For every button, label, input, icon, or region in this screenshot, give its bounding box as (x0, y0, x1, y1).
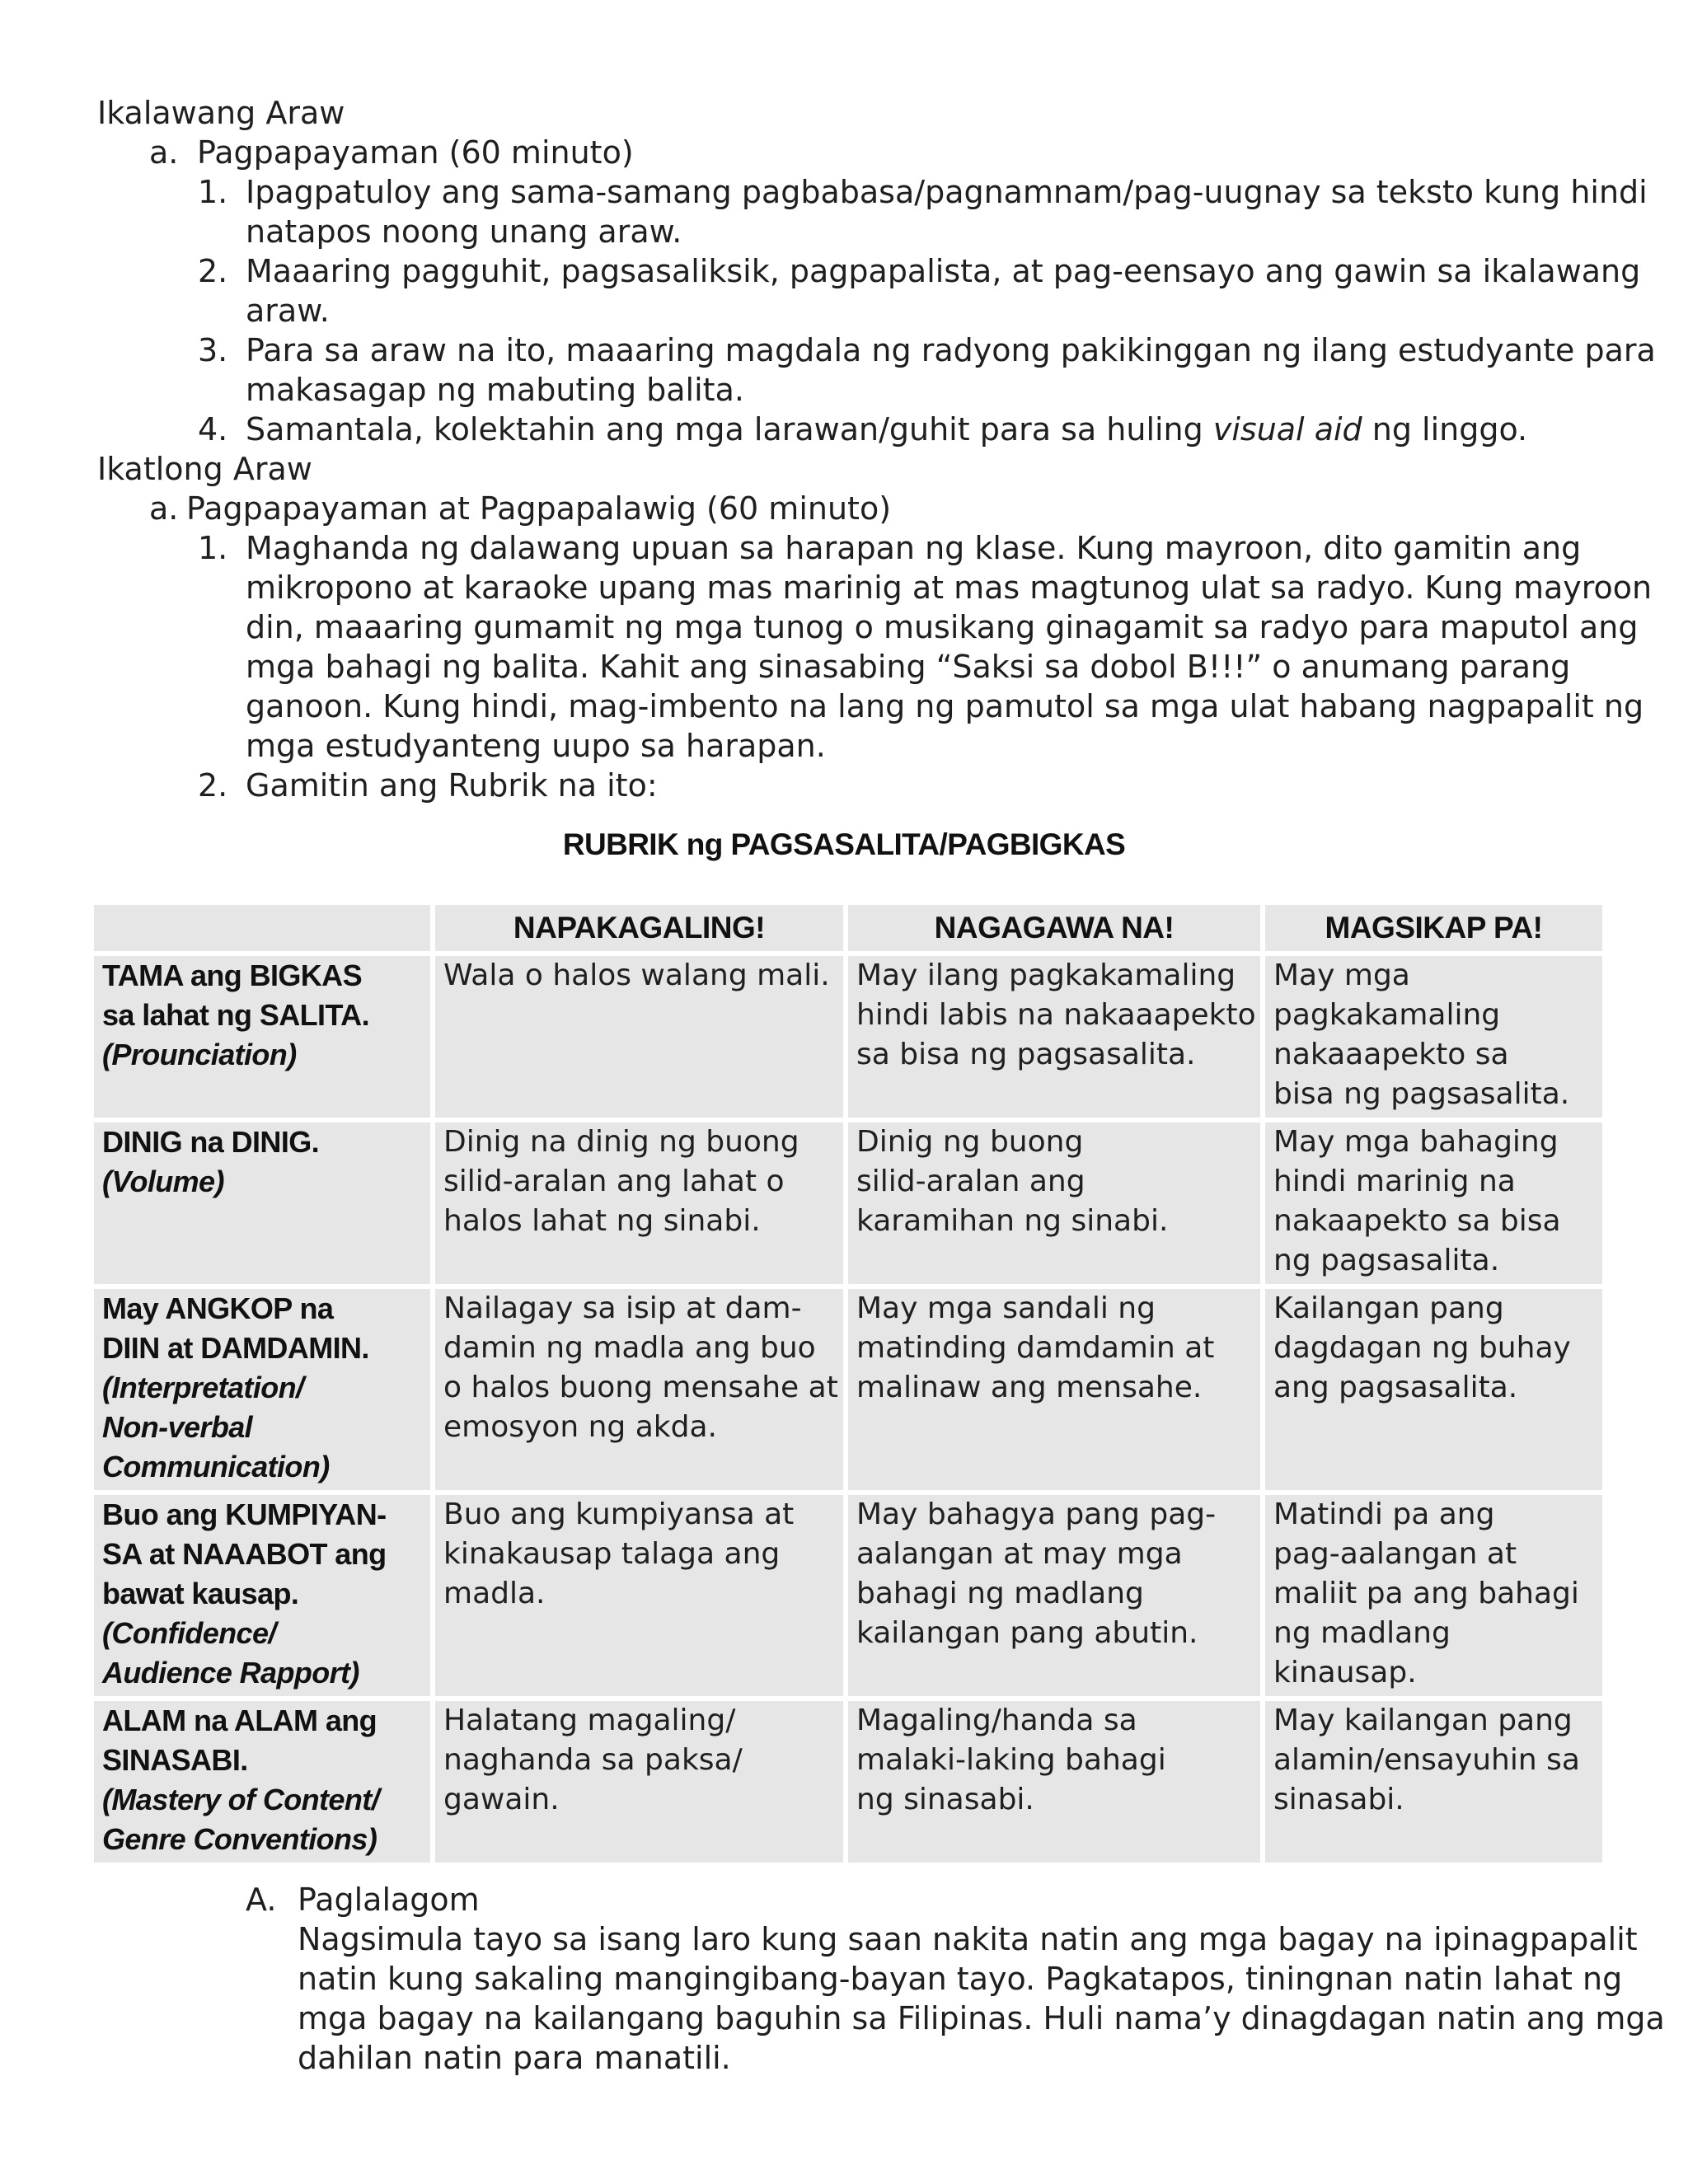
day2-item-4-number: 4. (198, 411, 228, 448)
cell-line: Magaling/handa sa (856, 1704, 1137, 1737)
rubric-criteria (91, 1493, 433, 1699)
rubric-cell-magsikap-pa (1263, 954, 1605, 1120)
cell-line: silid-aralan ang (856, 1165, 1085, 1198)
day2-item-2-number: 2. (198, 253, 228, 289)
cell-line: hindi marinig na (1273, 1165, 1516, 1198)
cell-line: Dinig na dinig ng buong (443, 1125, 799, 1159)
day2-item-2-line: Maaaring pagguhit, pagsasaliksik, pagpapalista, at pag-eensayo ang gawin sa ikalawang (246, 253, 1641, 289)
rubric-cell-napakagaling (433, 1699, 846, 1865)
rubric-cell-napakagaling (433, 1120, 846, 1286)
cell-line: kinausap. (1273, 1656, 1417, 1690)
day3-item-1-line: mga estudyanteng uupo sa harapan. (246, 728, 826, 764)
rubric-cell-nagagawa-na (846, 954, 1263, 1120)
rubric-criteria (91, 954, 433, 1120)
cell-line: hindi labis na nakaaapekto (856, 998, 1256, 1032)
rubric-row (91, 1493, 1605, 1699)
cell-line: maliit pa ang bahagi (1273, 1577, 1579, 1610)
criteria-line: ALAM na ALAM ang (102, 1704, 377, 1737)
cell-line: nakaaapekto sa (1273, 1038, 1509, 1071)
rubric-title: RUBRIK ng PAGSASALITA/PAGBIGKAS (562, 827, 1126, 861)
rubric-criteria (91, 1286, 433, 1493)
cell-line: Halatang magaling/ (443, 1704, 736, 1737)
rubric-cell-napakagaling (433, 954, 846, 1120)
criteria-english: (Mastery of Content/ (102, 1783, 380, 1816)
day2-item-3-line: makasagap ng mabuting balita. (246, 372, 744, 408)
rubric-header-magsikap-pa: MAGSIKAP PA! (1263, 902, 1605, 954)
cell-line: pag-aalangan at (1273, 1537, 1517, 1571)
day2-heading: Ikalawang Araw (97, 95, 345, 131)
cell-line: kailangan pang abutin. (856, 1616, 1198, 1650)
criteria-line: DINIG na DINIG. (102, 1125, 320, 1159)
day3-section-letter: a. (149, 490, 179, 527)
day2-item-1-line: natapos noong unang araw. (246, 213, 682, 250)
criteria-english: (Volume) (102, 1165, 224, 1198)
summary-title: Paglalagom (298, 1882, 480, 1918)
rubric-criteria (91, 1699, 433, 1865)
cell-line: Matindi pa ang (1273, 1497, 1495, 1531)
day2-item-1-number: 1. (198, 174, 228, 210)
rubric-criteria (91, 1120, 433, 1286)
cell-line: sinasabi. (1273, 1783, 1404, 1816)
rubric-table (89, 900, 1607, 1868)
day3-item-1-line: Maghanda ng dalawang upuan sa harapan ng klase. Kung mayroon, dito gamitin ang (246, 530, 1582, 566)
cell-line: Buo ang kumpiyansa at (443, 1497, 795, 1531)
cell-line: May mga bahaging (1273, 1125, 1559, 1159)
day2-item-4-emphasis: visual aid (1212, 411, 1362, 448)
day3-item-2-number: 2. (198, 767, 228, 804)
cell-line: aalangan at may mga (856, 1537, 1183, 1571)
day2-item-3-number: 3. (198, 332, 228, 368)
cell-line: kinakausap talaga ang (443, 1537, 781, 1571)
cell-line: naghanda sa paksa/ (443, 1743, 743, 1777)
rubric-cell-nagagawa-na (846, 1493, 1263, 1699)
day2-item-4 (246, 410, 1527, 449)
rubric-header-criteria (91, 902, 433, 954)
cell-line: May kailangan pang (1273, 1704, 1573, 1737)
cell-line: sa bisa ng pagsasalita. (856, 1038, 1196, 1071)
cell-line: May mga sandali ng (856, 1291, 1156, 1325)
summary-line: dahilan natin para manatili. (298, 2040, 731, 2076)
cell-line: malinaw ang mensahe. (856, 1371, 1203, 1404)
cell-line: Wala o halos walang mali. (443, 958, 830, 992)
rubric-row (91, 1286, 1605, 1493)
day3-item-1-line: mikropono at karaoke upang mas marinig at mas magtunog ulat sa radyo. Kung mayroon (246, 569, 1653, 606)
rubric-cell-magsikap-pa (1263, 1493, 1605, 1699)
day2-item-4-text: Samantala, kolektahin ang mga larawan/guhit para sa huling (246, 411, 1213, 448)
day2-section-title: Pagpapayaman (60 minuto) (197, 134, 634, 171)
rubric-cell-magsikap-pa (1263, 1286, 1605, 1493)
cell-line: halos lahat ng sinabi. (443, 1204, 761, 1238)
day2-item-2-line: araw. (246, 293, 330, 329)
cell-line: Dinig ng buong (856, 1125, 1084, 1159)
rubric-cell-nagagawa-na (846, 1286, 1263, 1493)
day2-item-1-line: Ipagpatuloy ang sama-samang pagbabasa/pagnamnam/pag-uugnay sa teksto kung hindi (246, 174, 1648, 210)
cell-line: May ilang pagkakamaling (856, 958, 1236, 992)
cell-line: ang pagsasalita. (1273, 1371, 1518, 1404)
summary-letter: A. (246, 1882, 277, 1918)
criteria-line: bawat kausap. (102, 1577, 299, 1610)
criteria-line: TAMA ang BIGKAS (102, 958, 362, 992)
day3-item-1 (246, 528, 1652, 766)
day3-section-title: Pagpapayaman at Pagpapalawig (60 minuto) (186, 490, 892, 527)
cell-line: pagkakamaling (1273, 998, 1501, 1032)
summary-body (298, 1919, 1665, 2078)
day2-item-1 (246, 172, 1648, 251)
criteria-english: (Confidence/ (102, 1616, 276, 1650)
cell-line: silid-aralan ang lahat o (443, 1165, 785, 1198)
rubric-cell-magsikap-pa (1263, 1120, 1605, 1286)
rubric-header-row (91, 902, 1605, 954)
criteria-english: Audience Rapport) (102, 1656, 359, 1690)
criteria-english: Communication) (102, 1450, 330, 1483)
criteria-english: Non-verbal (102, 1410, 253, 1444)
cell-line: dagdagan ng buhay (1273, 1331, 1571, 1365)
summary-line: mga bagay na kailangang baguhin sa Filipinas. Huli nama’y dinagdagan natin ang mga (298, 2000, 1665, 2036)
cell-line: alamin/ensayuhin sa (1273, 1743, 1580, 1777)
criteria-line: May ANGKOP na (102, 1291, 334, 1325)
day3-item-1-line: mga bahagi ng balita. Kahit ang sinasabing “Saksi sa dobol B!!!” o anumang parang (246, 649, 1571, 685)
cell-line: matinding damdamin at (856, 1331, 1215, 1365)
day2-section-letter: a. (149, 134, 179, 171)
cell-line: emosyon ng akda. (443, 1410, 717, 1444)
day3-item-1-number: 1. (198, 530, 228, 566)
cell-line: May bahagya pang pag- (856, 1497, 1217, 1531)
rubric-cell-nagagawa-na (846, 1699, 1263, 1865)
cell-line: ng madlang (1273, 1616, 1451, 1650)
cell-line: gawain. (443, 1783, 560, 1816)
day3-item-1-line: din, maaaring gumamit ng mga tunog o musikang ginagamit sa radyo para maputol ang (246, 609, 1639, 645)
cell-line: Kailangan pang (1273, 1291, 1504, 1325)
rubric-cell-napakagaling (433, 1286, 846, 1493)
cell-line: madla. (443, 1577, 546, 1610)
criteria-english: (Interpretation/ (102, 1371, 304, 1404)
cell-line: ng pagsasalita. (1273, 1244, 1500, 1277)
rubric-cell-napakagaling (433, 1493, 846, 1699)
day3-item-2: Gamitin ang Rubrik na ito: (246, 767, 658, 804)
summary-line: Nagsimula tayo sa isang laro kung saan nakita natin ang mga bagay na ipinagpapalit (298, 1921, 1638, 1957)
criteria-line: Buo ang KUMPIYAN- (102, 1497, 387, 1531)
day2-item-3-line: Para sa araw na ito, maaaring magdala ng radyong pakikinggan ng ilang estudyante para (246, 332, 1656, 368)
cell-line: malaki-laking bahagi (856, 1743, 1166, 1777)
day2-item-4-text-end: ng linggo. (1362, 411, 1528, 448)
cell-line: bisa ng pagsasalita. (1273, 1077, 1570, 1111)
rubric-row (91, 954, 1605, 1120)
day2-item-3 (246, 330, 1656, 410)
cell-line: o halos buong mensahe at (443, 1371, 838, 1404)
criteria-line: SINASABI. (102, 1743, 248, 1777)
cell-line: damin ng madla ang buo (443, 1331, 816, 1365)
cell-line: Nailagay sa isip at dam- (443, 1291, 802, 1325)
day3-heading: Ikatlong Araw (97, 451, 312, 487)
criteria-line: sa lahat ng SALITA. (102, 998, 369, 1032)
cell-line: nakaapekto sa bisa (1273, 1204, 1561, 1238)
day3-item-1-line: ganoon. Kung hindi, mag-imbento na lang ng pamutol sa mga ulat habang nagpapalit ng (246, 688, 1644, 724)
rubric-header-nagagawa-na: NAGAGAWA NA! (846, 902, 1263, 954)
rubric-header-napakagaling: NAPAKAGALING! (433, 902, 846, 954)
rubric-cell-magsikap-pa (1263, 1699, 1605, 1865)
cell-line: bahagi ng madlang (856, 1577, 1144, 1610)
cell-line: May mga (1273, 958, 1410, 992)
cell-line: ng sinasabi. (856, 1783, 1034, 1816)
day2-item-2 (246, 251, 1640, 330)
summary-line: natin kung sakaling mangingibang-bayan tayo. Pagkatapos, tiningnan natin lahat ng (298, 1961, 1623, 1997)
cell-line: karamihan ng sinabi. (856, 1204, 1169, 1238)
criteria-english: (Prounciation) (102, 1038, 297, 1071)
criteria-english: Genre Conventions) (102, 1822, 377, 1856)
rubric-cell-nagagawa-na (846, 1120, 1263, 1286)
rubric-row (91, 1699, 1605, 1865)
criteria-line: SA at NAAABOT ang (102, 1537, 387, 1571)
criteria-line: DIIN at DAMDAMIN. (102, 1331, 369, 1365)
rubric-row (91, 1120, 1605, 1286)
